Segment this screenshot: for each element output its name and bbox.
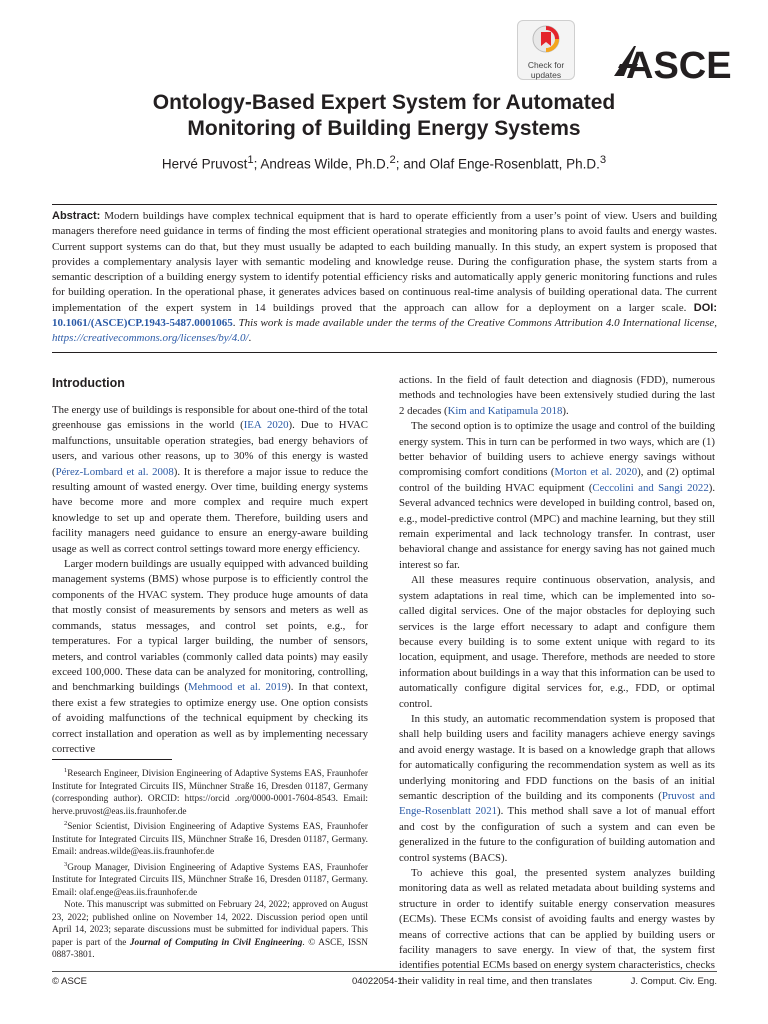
paragraph: The energy use of buildings is responsible for about one-third of the total greenhouse gas emissions in the world (IEA 2020). Due to HVAC malfunctions, unsuitable operation strategies, bad energy behaviors of users, and various other reasons, up to 30% of this energy is wasted (Pérez-Lombard et al. 2008). It is therefore a major issue to reduce the resulting amount of wasted energy. Over time, building energy systems have become more and more complex and require much expert knowledge to set up and operate them. Therefore, building users and facility managers need guidance to ensure an energy-aware building usage as well as correct control settings toward more energy efficiency. — [52, 404, 369, 555]
footer-rule — [52, 971, 717, 972]
paper-title — [40, 90, 728, 142]
title-line-2: Monitoring of Building Energy Systems — [187, 117, 581, 140]
title-line-1: Ontology-Based Expert System for Automated — [152, 91, 616, 114]
asce-logo — [614, 40, 732, 87]
paragraph: Larger modern buildings are usually equipped with advanced building management systems (BMS) whose purpose is to efficiently control the components of the HVAC system. They produce huge amounts of data that mostly consist of measurements by sensors and meters as well as commands, status messages, and control set points, e.g., for temperatures. For a typical larger building, the number of sensors, meters, and control variables (commonly called data points) may easily exceed 100,000. These data can be analyzed for monitoring, controlling, and benchmarking buildings (Mehmood et al. 2019). In that context, there exist a few strategies to optimize energy use. One option consists of avoiding malfunctions of the technical equipment by checking its correct installation and operation as well as by implementing necessary corrective — [52, 558, 368, 755]
footnote-rule — [52, 759, 172, 760]
footnotes — [52, 765, 368, 962]
footnote-3: $^3$Group Manager, Division Engineering of Adaptive Systems EAS, Fraunhofer Institute for Integrated Circuits IIS, Münchner Straße 16, Dresden 01187, Germany. Email: olaf.enge@eas.iis.fraunhofer.de — [52, 860, 368, 898]
left-column — [52, 403, 368, 757]
footer-copyright: © ASCE — [52, 976, 87, 987]
abstract-top-rule — [52, 204, 717, 205]
paragraph: actions. In the field of fault detection and diagnosis (FDD), numerous methods and technologies have been extensively studied during the last 2 decades (Kim and Katipamula 2018). — [399, 374, 715, 417]
author-1-affil: 1 — [247, 154, 254, 166]
doi-label: DOI: — [693, 301, 717, 314]
citation-link[interactable]: IEA 2020 — [243, 419, 289, 432]
paragraph: The second option is to optimize the usage and control of the building energy system. This in turn can be performed in two ways, which are (1) better behavior of building users to achieve energy savings without compromising comfort conditions (Morton et al. 2020), and (2) optimal control of the building HVAC equipment (Ceccolini and Sangi 2022). Several advanced technics were developed in building control, based on, e.g., model-predictive control (MPC) and machine learning, but they still remain experimental and lack technology transfer. In contrast, user behavioral change and assistance for energy saving has not gained much interest so far. — [399, 420, 716, 571]
submission-note: Note. This manuscript was submitted on February 24, 2022; approved on August 23, 2022; published online on November 14, 2022. Discussion period open until April 14, 2023; separate discussions must be submitted for individual papers. This paper is part of the Journal of Computing in Civil Engineering. © ASCE, ISSN 0887-3801. — [52, 900, 368, 961]
author-list — [40, 154, 728, 172]
paragraph: All these measures require continuous observation, analysis, and system adaptations in real time, which can be implemented into so-called digital services. One of the major obstacles for deploying such services is the large effort necessary to adapt and configure them because every building is to some extent unique with regard to its location, equipment, and usage. Therefore, methods are needed to store information about buildings in a way that this information can be used to automatically configure digital services for, e.g., FDD, or optimal control. — [399, 574, 715, 710]
footer-page-number: 04022054-1 — [352, 976, 403, 987]
section-heading: Introduction — [52, 376, 125, 390]
footnote-1: $^1$Research Engineer, Division Engineering of Adaptive Systems EAS, Fraunhofer Institute for Integrated Circuits IIS, Münchner Straße 16, Dresden 01187, Germany (corresponding author). ORCID: https://orcid .org/0000-0001-7604-8543. Email: herve.pruvost@eas.iis.fraunhofer.de — [52, 767, 368, 817]
abstract: Abstract: Modern buildings have complex technical equipment that is hard to operate efficiently from a user’s point of view. Users and building managers therefore need guidance in terms of finding the most efficient operational strategies and monitoring plans to avoid faults and energy wastes. Current support systems can do that, but they must usually be adapted to each building manually. In this study, an expert system is proposed that provides a complementary analysis layer with semantic modeling and knowledge reuse. During the configuration phase, the system starts from a semantic description of a building energy system to identify potential efficiency risks and automatically apply generic monitoring functions and rules for building operation. In the operational phase, it generates advices based on continuous real-time analysis of building operational data. The current implementation of the expert system in 14 buildings proved that the approach can allow for a deployment on a larger scale. DOI: 10.1061/(ASCE)CP.1943-5487.0001065. This work is made available under the terms of the Creative Commons Attribution 4.0 International license, https://creativecommons.org/licenses/by/4.0/. — [52, 210, 717, 345]
footnote-2: $^2$Senior Scientist, Division Engineering of Adaptive Systems EAS, Fraunhofer Institute for Integrated Circuits IIS, Münchner Straße 16, Dresden 01187, Germany. Email: andreas.wilde@eas.iis.fraunhofer.de — [52, 820, 368, 858]
citation-link[interactable]: Pérez-Lombard et al. 2008 — [55, 465, 174, 478]
journal-name: Journal of Computing in Civil Engineering — [129, 937, 303, 948]
doi-link[interactable]: 10.1061/(ASCE)CP.1943-5487.0001065 — [52, 317, 233, 330]
citation-link[interactable]: Ceccolini and Sangi 2022 — [592, 481, 709, 494]
citation-link[interactable]: Mehmood et al. 2019 — [188, 681, 288, 694]
license-text: This work is made available under the terms of the Creative Commons Attribution 4.0 International license, — [238, 317, 717, 330]
citation-link[interactable]: Kim and Katipamula 2018 — [447, 404, 563, 417]
abstract-body: Modern buildings have complex technical equipment that is hard to operate efficiently from a user’s point of view. Users and building managers therefore need guidance in terms of finding the most efficient operational strategies and monitoring plans to avoid faults and energy wastes. Current support systems can do that, but they must usually be adapted to each building manually. In this study, an expert system is proposed that provides a complementary analysis layer with semantic modeling and knowledge reuse. During the configuration phase, the system starts from a semantic description of a building energy system to identify potential efficiency risks and automatically apply generic monitoring functions and rules for building operation. In the operational phase, it generates advices based on continuous real-time analysis of building operational data. The current implementation of the expert system in 14 buildings proved that the approach can allow for a deployment on a larger scale. — [52, 210, 717, 314]
right-column — [399, 373, 715, 989]
check-for-updates-badge[interactable] — [517, 20, 575, 80]
author-2-affil: 2 — [389, 154, 396, 166]
author-3: ; and Olaf Enge-Rosenblatt, Ph.D. — [395, 156, 600, 172]
license-link[interactable]: https://creativecommons.org/licenses/by/4.0/ — [52, 332, 249, 345]
asce-logo-text: ASCE — [626, 45, 732, 87]
footer-journal: J. Comput. Civ. Eng. — [630, 976, 717, 987]
author-2: ; Andreas Wilde, Ph.D. — [253, 156, 390, 172]
abstract-label: Abstract: — [52, 210, 101, 222]
paragraph: To achieve this goal, the presented system analyzes building monitoring data as well as related metadata about building systems and structure in order to identify suitable energy conservation measures (ECMs). These ECMs consist of avoiding faults and energy wastes by means of corrective actions that can be applied by building users or facility managers to save energy. In view of that, the system first identifies potential ECMs based on energy system characteristics, checks their validity in real time, and then translates — [399, 867, 715, 987]
bookmark-icon — [532, 25, 560, 55]
citation-link[interactable]: Pruvost and Enge-Rosenblatt 2021 — [399, 789, 715, 818]
author-1: Hervé Pruvost — [161, 156, 248, 172]
author-3-affil: 3 — [599, 154, 607, 166]
abstract-bottom-rule — [52, 352, 717, 353]
paragraph: In this study, an automatic recommendation system is proposed that shall help building users and facility managers achieve energy savings and avoid energy wastage. It is based on a knowledge graph that allows for automatically configuring the recommendation system as well as its underlying monitoring and FDD functions on the basis of an initial semantic description of the building and its components (Pruvost and Enge-Rosenblatt 2021). This method shall save a lot of manual effort and cost by the configuration of such a system and can even be generalized in the future to the configuration of building automation and control systems (BACS). — [399, 712, 715, 864]
badge-label-1: Check for — [527, 60, 565, 70]
badge-label-2: updates — [530, 70, 562, 80]
citation-link[interactable]: Morton et al. 2020 — [554, 466, 638, 479]
